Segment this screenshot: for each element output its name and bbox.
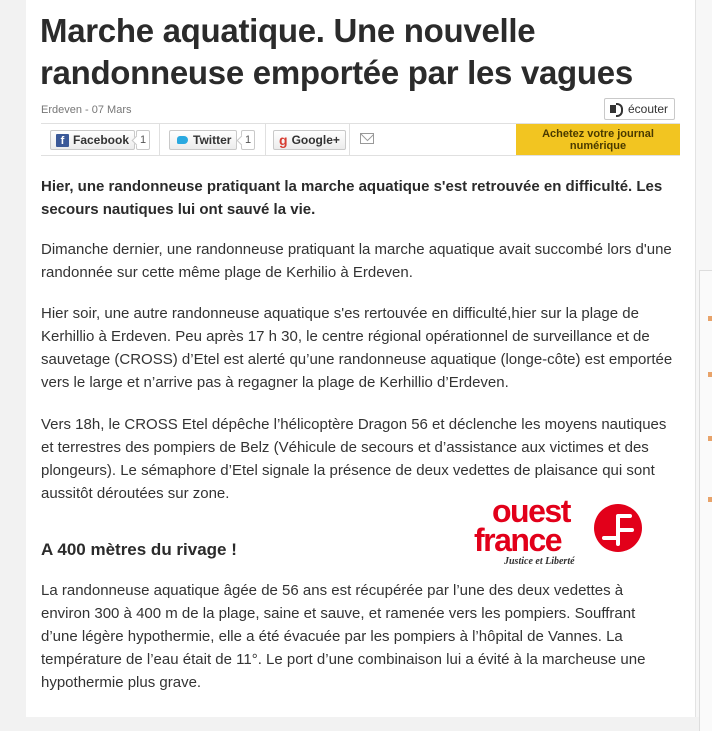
google-plus-share-button[interactable] bbox=[273, 130, 346, 150]
sidebar-bullet bbox=[708, 436, 712, 441]
ouest-france-logo bbox=[472, 494, 647, 566]
logo-tagline: Justice et Liberté bbox=[504, 556, 575, 566]
buy-digital-edition-button[interactable] bbox=[516, 124, 680, 155]
article-lead: Hier, une randonneuse pratiquant la marche aquatique s'est retrouvée en difficulté. Les secours nautiques lui ont sauvé la vie. bbox=[41, 178, 663, 218]
twitter-share-button[interactable] bbox=[169, 130, 237, 150]
facebook-share-button[interactable] bbox=[50, 130, 135, 150]
article-paragraph: La randonneuse aquatique âgée de 56 ans est récupérée par l’une des deux vedettes à environ 300 à 400 m de la plage, saine et sauve, et ramenée vers les pompiers. Souffrant d’une légère hypothermie, elle a été évacuée par les pompiers à l’hôpital de Vannes. La température de l’eau était de 11°. Le port d’une combinaison lui a évité à la marcheuse une hypothermie plus grave. bbox=[41, 582, 646, 691]
google-plus-label: Google+ bbox=[291, 133, 340, 147]
article-title: Marche aquatique. Une nouvelle randonneuse emportée par les vagues bbox=[40, 12, 633, 91]
logo-word-france: france bbox=[474, 522, 562, 558]
twitter-bird-icon bbox=[175, 134, 189, 146]
sidebar-bullet bbox=[708, 372, 712, 377]
section-heading: A 400 mètres du rivage ! bbox=[41, 540, 237, 559]
divider bbox=[265, 124, 266, 155]
article-paragraph: Dimanche dernier, une randonneuse pratiquant la marche aquatique avait succombé lors d'une randonnée sur cette même plage de Kerhilio à Erdeven. bbox=[41, 241, 672, 281]
twitter-label: Twitter bbox=[193, 133, 232, 147]
listen-button[interactable] bbox=[604, 98, 675, 120]
google-plus-icon: g bbox=[279, 132, 288, 148]
email-icon[interactable] bbox=[360, 133, 374, 144]
article-paragraph: Hier soir, une autre randonneuse aquatique s'es rertouvée en difficulté,hier sur la plage de Kerhillio à Erdeven. Peu après 17 h 30, le centre régional opérationnel de surveillance et de sauvetage (CROSS) d’Etel est alerté qu’une randonneuse aquatique (longe-côte) est emportée vers le large et n’arrive pas à regagner la plage de Kerhillio d’Erdeven. bbox=[41, 305, 673, 391]
share-bar bbox=[41, 123, 680, 156]
article-paragraph: Vers 18h, le CROSS Etel dépêche l’hélicoptère Dragon 56 et déclenche les moyens nautiques et terrestres des pompiers de Belz (Véhicule de secours et d’assistance aux victimes et des plongeurs). Le sémaphore d’Etel signale la présence de deux vedettes de plaisance qui sont aussitôt déroutées sur zone. bbox=[41, 416, 667, 502]
facebook-count: 1 bbox=[136, 130, 150, 150]
buy-label: Achetez votre journal numérique bbox=[542, 127, 654, 152]
twitter-count: 1 bbox=[241, 130, 255, 150]
divider bbox=[349, 124, 350, 155]
facebook-icon: f bbox=[56, 134, 69, 147]
sidebar-bullet bbox=[708, 497, 712, 502]
listen-label: écouter bbox=[628, 102, 669, 116]
divider bbox=[159, 124, 160, 155]
article-meta: Erdeven - 07 Mars bbox=[41, 104, 132, 116]
logo-word-ouest: ouest bbox=[492, 494, 570, 529]
sidebar-bullet bbox=[708, 316, 712, 321]
facebook-label: Facebook bbox=[73, 133, 130, 147]
speaker-icon bbox=[609, 102, 623, 116]
